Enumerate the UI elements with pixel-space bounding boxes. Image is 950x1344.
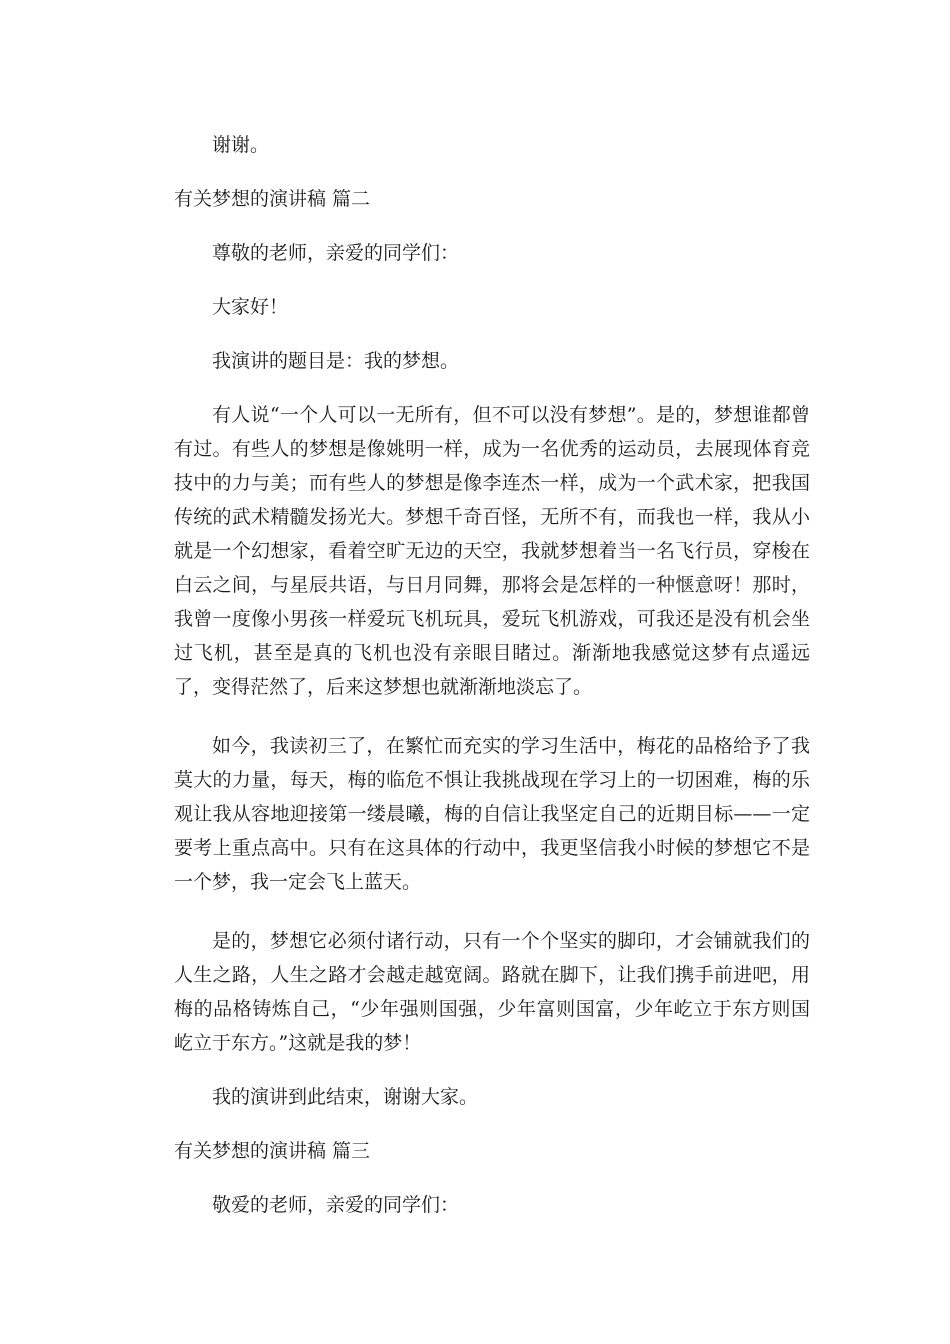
hello-line: 大家好！ xyxy=(212,296,289,318)
paragraph-plum-blossom: 如今，我读初三了，在繁忙而充实的学习生活中，梅花的品格给予了我莫大的力量，每天，梅的临危不惧让我挑战现在学习上的一切困难，梅的乐观让我从容地迎接第一缕晨曦，梅的自信让我坚定自己的近期目标——一定要考上重点高中。只有在这具体的行动中，我更坚信我小时候的梦想它不是一个梦，我一定会飞上蓝天。 xyxy=(174,735,810,893)
section-heading-3: 有关梦想的演讲稿 篇三 xyxy=(174,1140,371,1162)
paragraph-action: 是的，梦想它必须付诸行动，只有一个个坚实的脚印，才会铺就我们的人生之路，人生之路才会越走越宽阔。路就在脚下，让我们携手前进吧，用梅的品格铸炼自己，“少年强则国强，少年富则国富，少年屹立于东方则国屹立于东方。”这就是我的梦！ xyxy=(174,930,810,1054)
paragraph-dream-childhood: 有人说“一个人可以一无所有，但不可以没有梦想”。是的，梦想谁都曾有过。有些人的梦想是像姚明一样，成为一名优秀的运动员，去展现体育竞技中的力与美；而有些人的梦想是像李连杰一样，成为一个武术家，把我国传统的武术精髓发扬光大。梦想千奇百怪，无所不有，而我也一样，我从小就是一个幻想家，看着空旷无边的天空，我就梦想着当一名飞行员，穿梭在白云之间，与星辰共语，与日月同舞，那将会是怎样的一种惬意呀！那时，我曾一度像小男孩一样爱玩飞机玩具，爱玩飞机游戏，可我还是没有机会坐过飞机，甚至是真的飞机也没有亲眼目睹过。渐渐地我感觉这梦有点遥远了，变得茫然了，后来这梦想也就渐渐地淡忘了。 xyxy=(174,404,810,698)
closing-line: 我的演讲到此结束，谢谢大家。 xyxy=(212,1086,479,1108)
greeting-line-3: 敬爱的老师，亲爱的同学们： xyxy=(212,1194,460,1216)
thanks-line: 谢谢。 xyxy=(212,134,270,156)
greeting-line-2: 尊敬的老师，亲爱的同学们： xyxy=(212,242,460,264)
section-heading-2: 有关梦想的演讲稿 篇二 xyxy=(174,188,371,210)
document-body xyxy=(174,128,810,1222)
topic-line: 我演讲的题目是：我的梦想。 xyxy=(212,350,460,372)
